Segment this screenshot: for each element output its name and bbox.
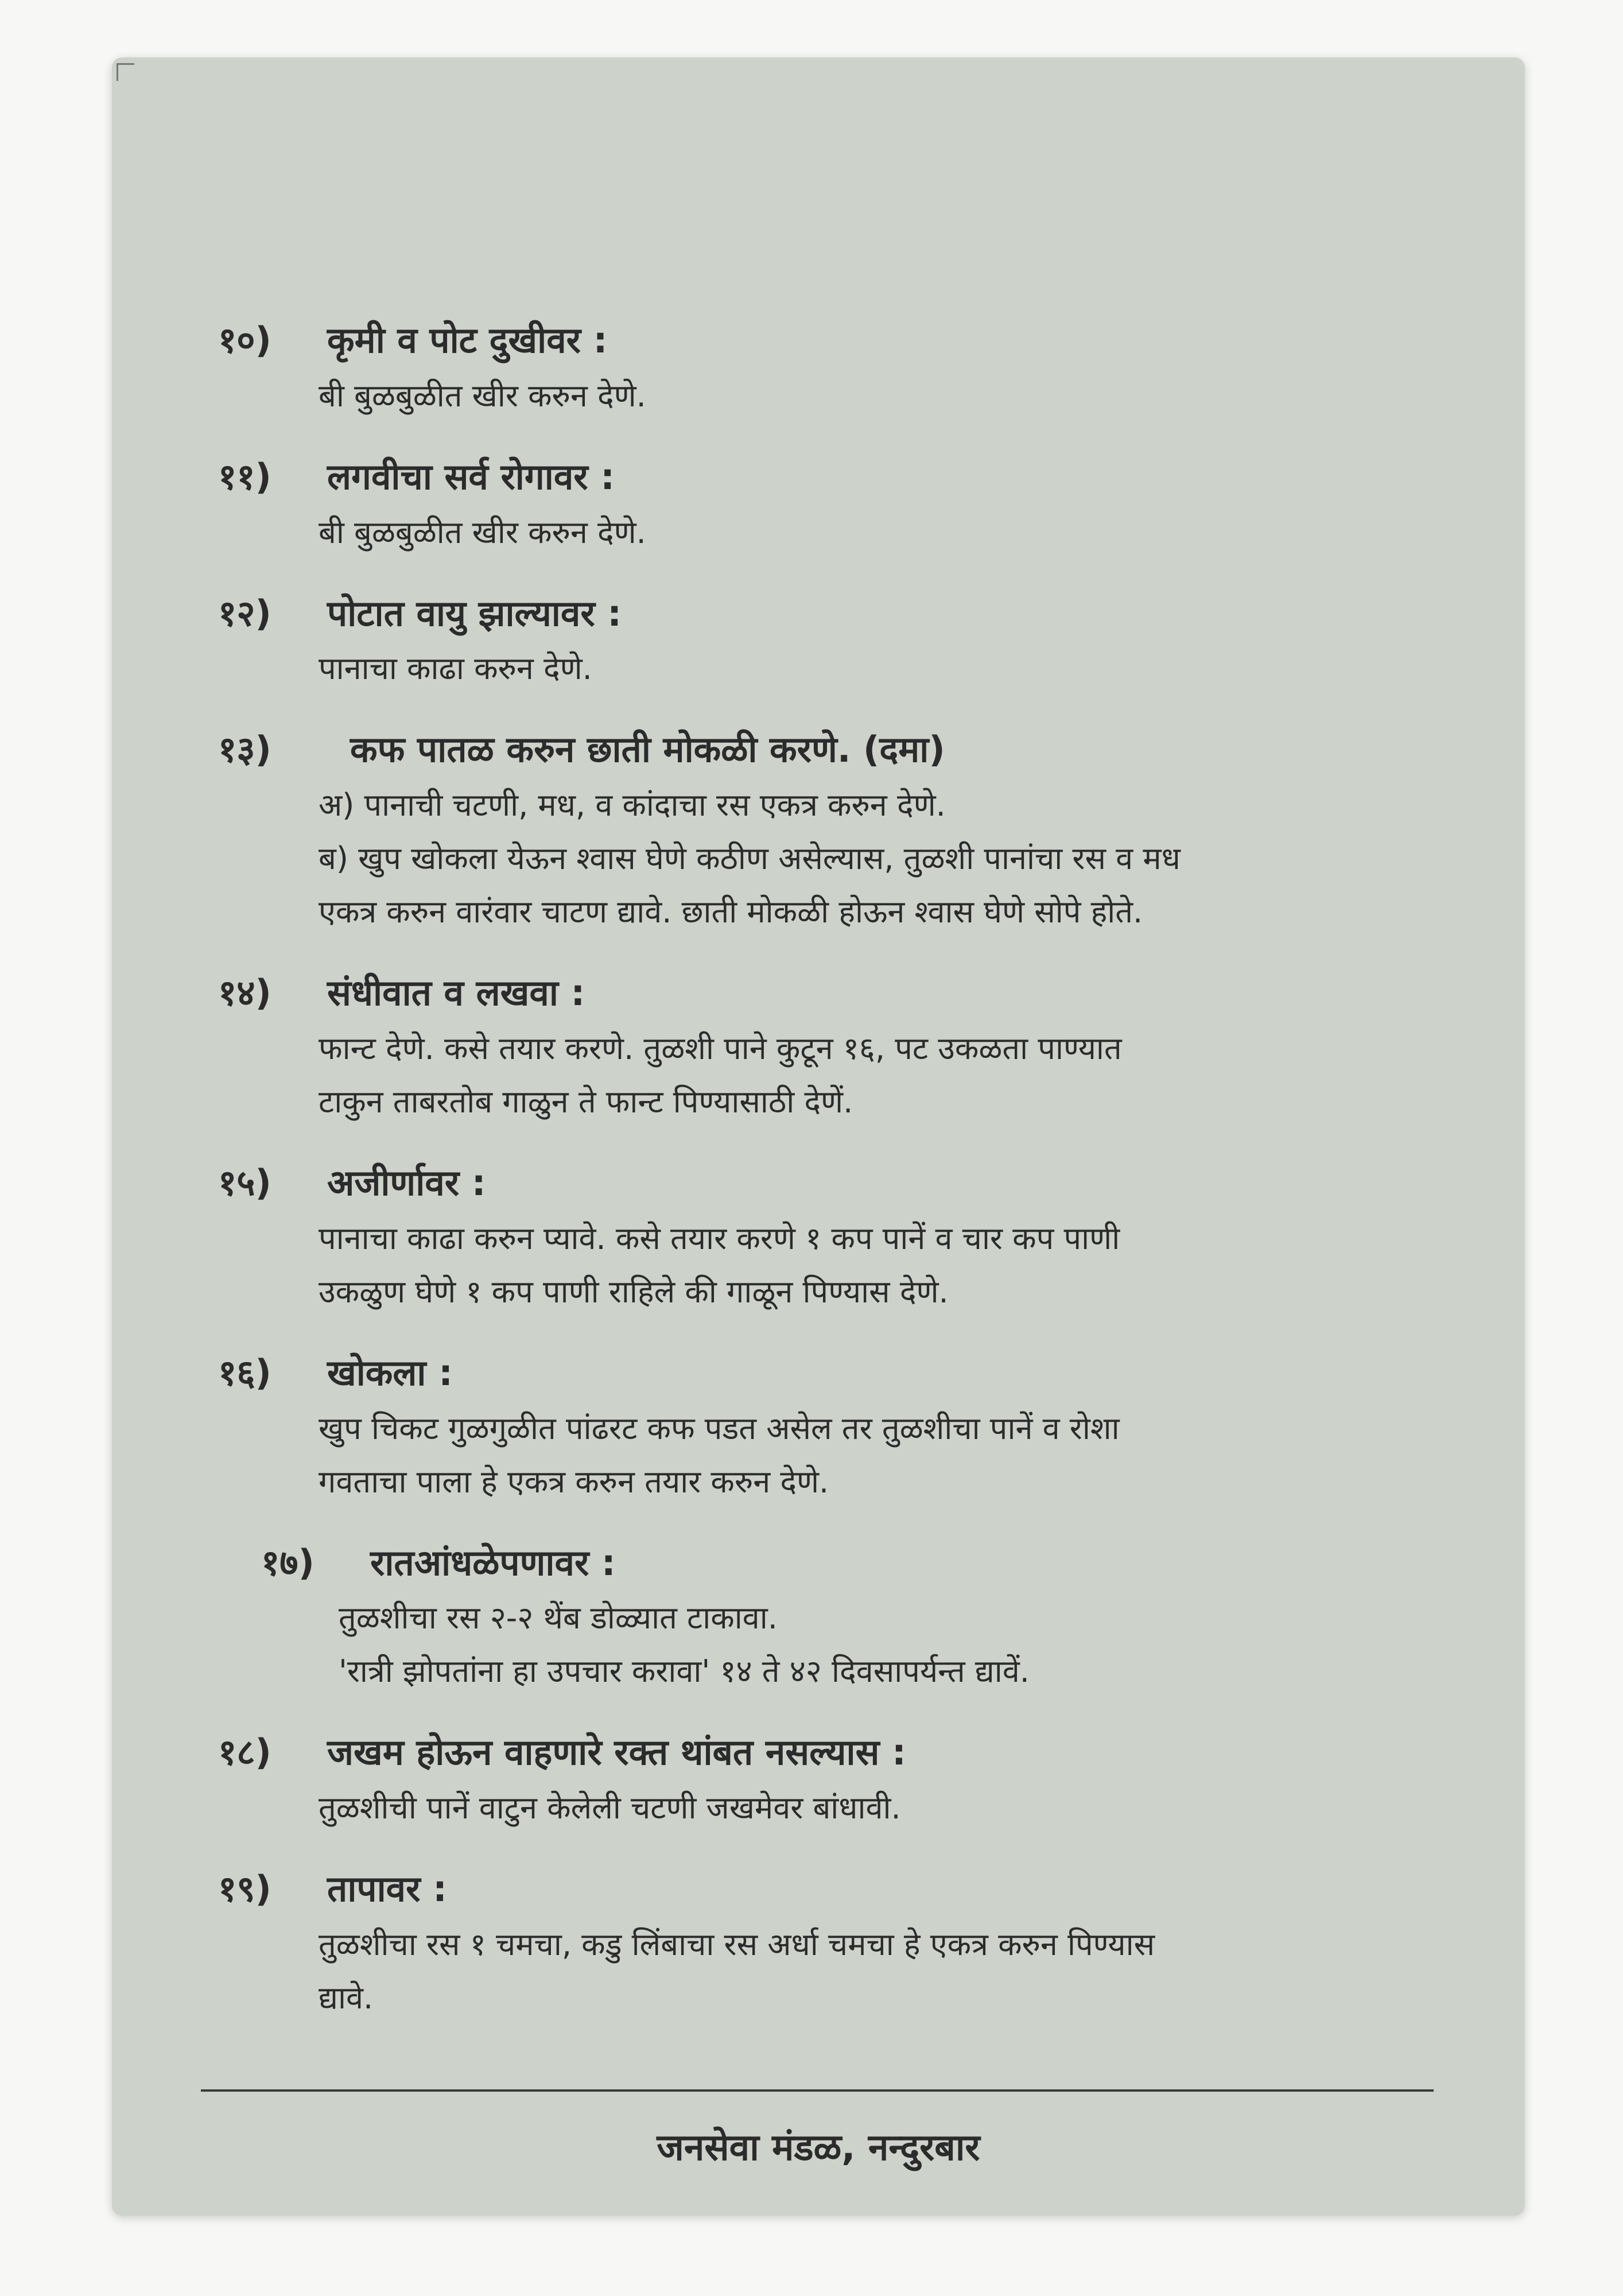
remedy-text: गवताचा पाला हे एकत्र करुन तयार करुन देणे. bbox=[319, 1463, 829, 1500]
remedy-text: 'रात्री झोपतांना हा उपचार करावा' १४ ते ४२ दिवसापर्यन्त द्यावें. bbox=[339, 1653, 1030, 1690]
remedy-entry-11 bbox=[218, 452, 1440, 556]
remedy-text: टाकुन ताबरतोब गाळुन ते फान्ट पिण्यासाठी देणें. bbox=[319, 1083, 853, 1120]
remedy-text: फान्ट देणे. कसे तयार करणे. तुळशी पाने कुटून १६, पट उकळता पाण्यात bbox=[319, 1030, 1122, 1066]
remedy-number: १०) bbox=[218, 319, 271, 361]
remedy-text: बी बुळबुळीत खीर करुन देणे. bbox=[319, 377, 646, 414]
publisher-footer: जनसेवा मंडळ, नन्दुरबार bbox=[657, 2127, 980, 2169]
remedy-number: १९) bbox=[218, 1868, 271, 1910]
remedy-text: तुळशीचा रस १ चमचा, कडु लिंबाचा रस अर्धा चमचा हे एकत्र करुन पिण्यास bbox=[319, 1926, 1155, 1963]
remedies-list bbox=[218, 316, 1440, 2054]
remedy-heading bbox=[218, 316, 1440, 366]
remedy-heading bbox=[218, 1728, 1440, 1778]
remedy-text: ब) खुप खोकला येऊन श्वास घेणे कठीण असेल्यास, तुळशी पानांचा रस व मध bbox=[319, 840, 1181, 877]
remedy-title: संधीवात व लखवा : bbox=[327, 972, 585, 1014]
remedy-title: अजीर्णावर : bbox=[327, 1161, 486, 1204]
remedy-heading bbox=[218, 452, 1440, 502]
remedy-entry-14 bbox=[218, 968, 1440, 1125]
remedy-heading bbox=[218, 968, 1440, 1018]
remedy-text: तुळशीचा रस २-२ थेंब डोळ्यात टाकावा. bbox=[339, 1600, 778, 1636]
remedy-text: खुप चिकट गुळगुळीत पांढरट कफ पडत असेल तर तुळशीचा पानें व रोशा bbox=[319, 1410, 1120, 1446]
remedy-entry-17 bbox=[218, 1538, 1440, 1695]
remedy-text: एकत्र करुन वारंवार चाटण द्यावे. छाती मोकळी होऊन श्वास घेणे सोपे होते. bbox=[319, 894, 1143, 930]
remedy-text: पानाचा काढा करुन देणे. bbox=[319, 650, 592, 687]
remedy-entry-18 bbox=[218, 1728, 1440, 1831]
remedy-text: अ) पानाची चटणी, मध, व कांदाचा रस एकत्र करुन देणे. bbox=[319, 787, 946, 824]
remedy-title: खोकला : bbox=[327, 1351, 453, 1394]
remedy-number: १५) bbox=[218, 1161, 271, 1204]
remedy-entry-16 bbox=[218, 1348, 1440, 1505]
remedy-heading bbox=[218, 1538, 1440, 1588]
remedy-heading bbox=[218, 1158, 1440, 1208]
remedy-number: १८) bbox=[218, 1731, 271, 1774]
remedy-title: कृमी व पोट दुखीवर : bbox=[327, 319, 608, 361]
remedy-title: लगवीचा सर्व रोगावर : bbox=[327, 455, 615, 498]
remedy-number: १२) bbox=[218, 592, 271, 634]
remedy-number: १७) bbox=[261, 1541, 314, 1584]
remedy-number: १६) bbox=[218, 1351, 271, 1394]
remedy-heading bbox=[218, 1864, 1440, 1914]
remedy-text: बी बुळबुळीत खीर करुन देणे. bbox=[319, 514, 646, 550]
footer-divider bbox=[201, 2089, 1434, 2092]
remedy-entry-13 bbox=[218, 725, 1440, 935]
remedy-text: द्यावे. bbox=[319, 1979, 374, 2016]
remedy-entry-12 bbox=[218, 589, 1440, 692]
remedy-entry-19 bbox=[218, 1864, 1440, 2021]
remedy-heading bbox=[218, 725, 1440, 775]
remedy-text: उकळुण घेणे १ कप पाणी राहिले की गाळून पिण्यास देणे. bbox=[319, 1273, 949, 1310]
remedy-heading bbox=[218, 589, 1440, 639]
remedy-text: पानाचा काढा करुन प्यावे. कसे तयार करणे १ कप पानें व चार कप पाणी bbox=[319, 1220, 1120, 1256]
remedy-title: तापावर : bbox=[327, 1868, 447, 1910]
remedy-number: १३) bbox=[218, 728, 271, 771]
corner-mark bbox=[117, 63, 134, 81]
remedy-title: रातआंधळेपणावर : bbox=[370, 1541, 616, 1584]
remedy-title: जखम होऊन वाहणारे रक्त थांबत नसल्यास : bbox=[327, 1731, 906, 1774]
remedy-entry-10 bbox=[218, 316, 1440, 419]
remedy-heading bbox=[218, 1348, 1440, 1398]
remedy-text: तुळशीची पानें वाटुन केलेली चटणी जखमेवर बांधावी. bbox=[319, 1790, 901, 1826]
remedy-number: ११) bbox=[218, 455, 271, 498]
remedy-entry-15 bbox=[218, 1158, 1440, 1315]
remedy-title: पोटात वायु झाल्यावर : bbox=[327, 592, 622, 634]
printed-page bbox=[112, 57, 1525, 2216]
remedy-number: १४) bbox=[218, 972, 271, 1014]
remedy-title: कफ पातळ करुन छाती मोकळी करणे. (दमा) bbox=[350, 728, 945, 771]
